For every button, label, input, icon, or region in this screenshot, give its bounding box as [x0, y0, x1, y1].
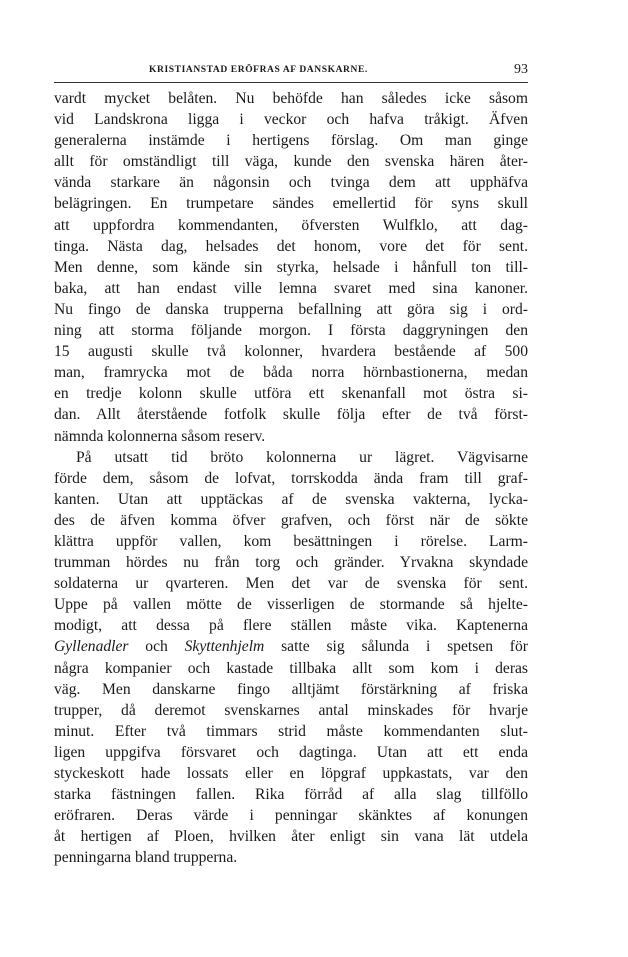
text-line: vid Landskrona ligga i veckor och hafva tråkigt. Äfven: [54, 111, 528, 129]
text-line: baka, att han endast ville lemna svaret med sina kanoner.: [54, 279, 528, 297]
text-line: des de äfven komma öfver grafven, och först när de sökte: [54, 511, 528, 529]
text-line: belägringen. En trumpetare sändes emellertid för syns skull: [54, 195, 528, 213]
text-line: ning att storma följande morgon. I första daggryningen den: [54, 322, 528, 340]
text-line: tinga. Nästa dag, helsades det honom, vore det för sent.: [54, 237, 528, 255]
text-line: ligen uppgifva försvaret och dagtinga. Utan att ett enda: [54, 743, 528, 761]
text-line: starka fästningen fallen. Rika förråd af alla slag tillföllo: [54, 786, 528, 804]
text-line: dan. Allt återstående fotfolk skulle följa efter de två först-: [54, 406, 528, 424]
text-line: Uppe på vallen mötte de visserligen de stormande så hjelte-: [54, 596, 528, 614]
text-line: några kompanier och kastade tillbaka allt som kom i deras: [54, 659, 528, 677]
body-text: [54, 88, 528, 868]
text-line: man, framrycka mot de båda norra hörnbastionerna, medan: [54, 364, 528, 382]
text-line: soldaterna ur qvarteren. Men det var de svenska för sent.: [54, 575, 528, 593]
text-line: kanten. Utan att upptäckas af de svenska vakterna, lycka-: [54, 490, 528, 508]
text-line: en tredje kolonn skulle utföra ett skenanfall mot östra si-: [54, 385, 528, 403]
text-fragment: satte sig sålunda i spetsen för: [281, 638, 528, 656]
text-line: Nu fingo de danska trupperna befallning att göra sig i ord-: [54, 300, 528, 318]
text-line: eröfraren. Deras värde i penningar skänktes af konungen: [54, 807, 528, 825]
text-line: nämnda kolonnerna såsom reserv.: [54, 427, 266, 445]
running-head: KRISTIANSTAD ERÖFRAS AF DANSKARNE.: [149, 65, 368, 75]
text-line: förde dem, såsom de lofvat, torrskodda ända fram till graf-: [54, 469, 528, 487]
text-line-with-names: [54, 636, 528, 657]
page-header: [54, 60, 528, 83]
text-line: 15 augusti skulle två kolonner, hvardera bestående af 500: [54, 343, 528, 361]
text-line: modigt, att dessa på flere ställen måste vika. Kaptenerna: [54, 617, 528, 635]
text-line: Men denne, som kände sin styrka, helsade i hånfull ton till-: [54, 258, 528, 276]
text-line: generalerna instämde i hertigens förslag. Om man ginge: [54, 132, 528, 150]
text-line: väg. Men danskarne fingo alltjämt förstärkning af friska: [54, 680, 528, 698]
text-line: allt för omständligt till väga, kunde den svenska hären åter-: [54, 153, 528, 171]
text-line: klättra uppför vallen, kom besättningen i rörelse. Larm-: [54, 532, 528, 550]
text-line: På utsatt tid bröto kolonnerna ur lägret. Vägvisarne: [76, 448, 528, 466]
page-number: 93: [514, 62, 528, 77]
text-line: trumman hördes nu från torg och gränder. Yrvakna skyndade: [54, 554, 528, 572]
text-line: att uppfordra kommendanten, öfversten Wulfklo, att dag-: [54, 216, 528, 234]
text-line: penningarna bland trupperna.: [54, 849, 238, 867]
text-line: styckeskott hade lossats eller en löpgraf uppkastats, var den: [54, 765, 528, 782]
text-line: trupper, då deremot svenskarnes antal minskades för hvarje: [54, 701, 528, 719]
text-fragment: och: [145, 638, 168, 656]
name-gyllenadler: Gyllenadler: [54, 638, 129, 656]
text-line: vardt mycket belåten. Nu behöfde han således icke såsom: [54, 90, 528, 107]
text-line: åt hertigen af Ploen, hvilken åter enligt sin vana lät utdela: [54, 828, 528, 846]
text-line: vända starkare än någonsin och tvinga dem att upphäfva: [54, 174, 528, 192]
text-line: minut. Efter två timmars strid måste kommendanten slut-: [54, 722, 528, 740]
name-skyttenhjelm: Skyttenhjelm: [184, 638, 265, 656]
